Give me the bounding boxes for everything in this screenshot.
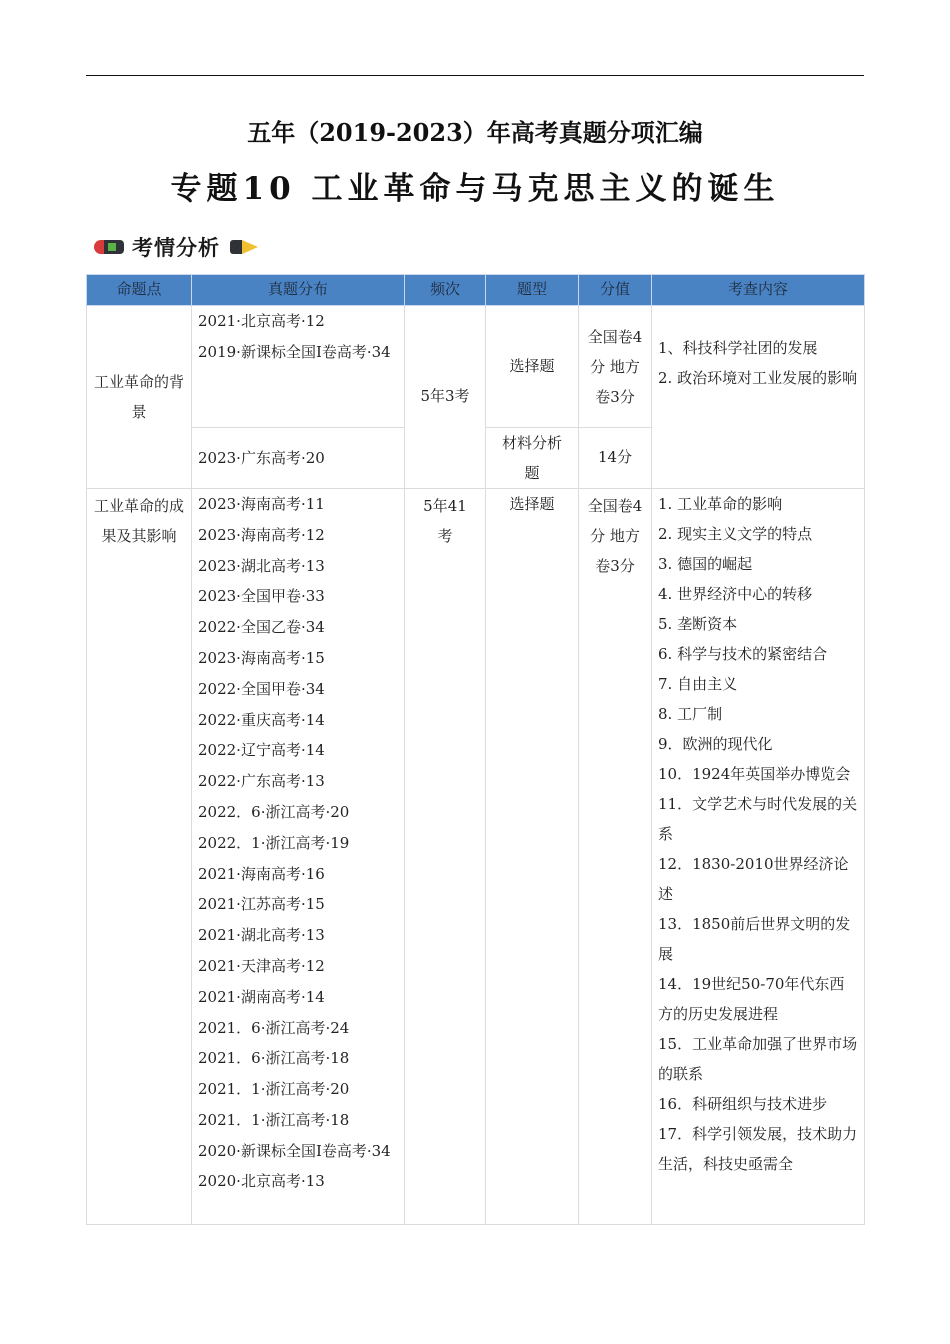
content-item: 3. 德国的崛起 <box>658 555 753 573</box>
source-item: 2022·全国乙卷·34 <box>198 618 325 637</box>
sources-list <box>198 306 398 367</box>
source-item: 2022．6·浙江高考·20 <box>198 802 350 821</box>
content-item: 1、科技科学社团的发展 <box>658 339 818 357</box>
content-item: 10．1924年英国举办博览会 <box>658 765 851 783</box>
content-item: 6. 科学与技术的紧密结合 <box>658 645 828 663</box>
column-header: 命题点 <box>87 275 192 306</box>
column-header: 考查内容 <box>652 275 865 306</box>
source-item: 2019·新课标全国Ⅰ卷高考·34 <box>198 342 391 361</box>
content-list <box>658 489 858 1179</box>
content-item: 11．文学艺术与时代发展的关系 <box>658 795 858 843</box>
content-item: 2. 现实主义文学的特点 <box>658 525 813 543</box>
analysis-table <box>86 274 865 1225</box>
top-rule <box>86 75 864 76</box>
content-item: 4. 世界经济中心的转移 <box>658 585 813 603</box>
section-header <box>94 233 260 261</box>
type-text: 选择题 <box>509 356 555 375</box>
source-item: 2023·全国甲卷·33 <box>198 587 325 606</box>
content-item: 14．19世纪50-70年代东西方的历史发展进程 <box>658 975 845 1023</box>
frequency-cell <box>405 489 486 1225</box>
source-item: 2021·北京高考·12 <box>198 312 325 330</box>
content-item: 15．工业革命加强了世界市场的联系 <box>658 1035 858 1083</box>
score-text: 全国卷4分 地方卷3分 <box>587 327 643 406</box>
score-cell <box>579 428 652 489</box>
source-item: 2021．1·浙江高考·18 <box>198 1110 350 1129</box>
type-cell <box>486 428 579 489</box>
sources-cell <box>192 428 405 489</box>
content-list <box>658 333 858 393</box>
topic-cell <box>87 306 192 489</box>
column-header: 分值 <box>579 275 652 306</box>
content-item: 12．1830-2010世界经济论述 <box>658 855 849 903</box>
topic-text: 工业革命的背景 <box>93 373 184 421</box>
source-item: 2021·湖南高考·14 <box>198 987 325 1006</box>
source-item: 2023·广东高考·20 <box>198 448 325 467</box>
sources-cell <box>192 306 405 428</box>
source-item: 2023·海南高考·15 <box>198 648 325 667</box>
content-item: 13．1850前后世界文明的发展 <box>658 915 851 963</box>
source-item: 2020·北京高考·13 <box>198 1171 325 1190</box>
column-header: 真题分布 <box>192 275 405 306</box>
content-item: 9．欧洲的现代化 <box>658 735 773 753</box>
pencil-icon <box>94 240 124 254</box>
frequency-cell <box>405 306 486 489</box>
content-cell <box>652 306 865 489</box>
content-item: 2. 政治环境对工业发展的影响 <box>658 369 858 387</box>
source-item: 2021．1·浙江高考·20 <box>198 1080 350 1099</box>
type-text: 选择题 <box>509 495 555 513</box>
score-text: 全国卷4分 地方卷3分 <box>587 497 643 575</box>
pencil-tip-icon <box>230 240 260 254</box>
source-item: 2021·江苏高考·15 <box>198 895 325 914</box>
content-item: 8. 工厂制 <box>658 705 723 723</box>
table-row <box>87 306 865 428</box>
topic-text: 工业革命的成果及其影响 <box>93 497 184 545</box>
content-item: 7. 自由主义 <box>658 675 738 693</box>
sources-list <box>198 489 398 1197</box>
source-item: 2021·湖北高考·13 <box>198 926 325 945</box>
content-item: 17．科学引领发展，技术助力生活，科技史亟需全 <box>658 1125 858 1173</box>
source-item: 2022·辽宁高考·14 <box>198 741 325 760</box>
content-item: 16．科研组织与技术进步 <box>658 1095 828 1113</box>
content-item: 5. 垄断资本 <box>658 615 738 633</box>
frequency-text: 5年41考 <box>423 497 467 545</box>
document-title: 五年（2019-2023）年高考真题分项汇编 <box>247 118 703 147</box>
source-item: 2023·海南高考·11 <box>198 495 325 513</box>
content-item: 1. 工业革命的影响 <box>658 495 783 513</box>
type-cell <box>486 489 579 1225</box>
type-cell <box>486 306 579 428</box>
section-label: 考情分析 <box>132 236 220 260</box>
source-item: 2023·海南高考·12 <box>198 525 325 544</box>
source-item: 2021．6·浙江高考·24 <box>198 1018 350 1037</box>
content-cell <box>652 489 865 1225</box>
source-item: 2023·湖北高考·13 <box>198 556 325 575</box>
source-item: 2022·重庆高考·14 <box>198 710 325 729</box>
sources-cell <box>192 489 405 1225</box>
type-text: 材料分析题 <box>501 434 562 482</box>
source-item: 2022·广东高考·13 <box>198 772 325 791</box>
table-header-row <box>87 275 865 306</box>
source-item: 2021．6·浙江高考·18 <box>198 1049 350 1068</box>
source-item: 2021·海南高考·16 <box>198 864 325 883</box>
column-header: 频次 <box>405 275 486 306</box>
table-row <box>87 489 865 1225</box>
source-item: 2022．1·浙江高考·19 <box>198 833 350 852</box>
score-text: 14分 <box>597 448 633 467</box>
source-item: 2020·新课标全国Ⅰ卷高考·34 <box>198 1141 391 1160</box>
frequency-text: 5年3考 <box>420 387 470 406</box>
source-item: 2021·天津高考·12 <box>198 956 325 975</box>
topic-cell <box>87 489 192 1225</box>
column-header: 题型 <box>486 275 579 306</box>
source-item: 2022·全国甲卷·34 <box>198 679 325 698</box>
score-cell <box>579 306 652 428</box>
topic-title: 专题10 工业革命与马克思主义的诞生 <box>170 171 780 207</box>
score-cell <box>579 489 652 1225</box>
